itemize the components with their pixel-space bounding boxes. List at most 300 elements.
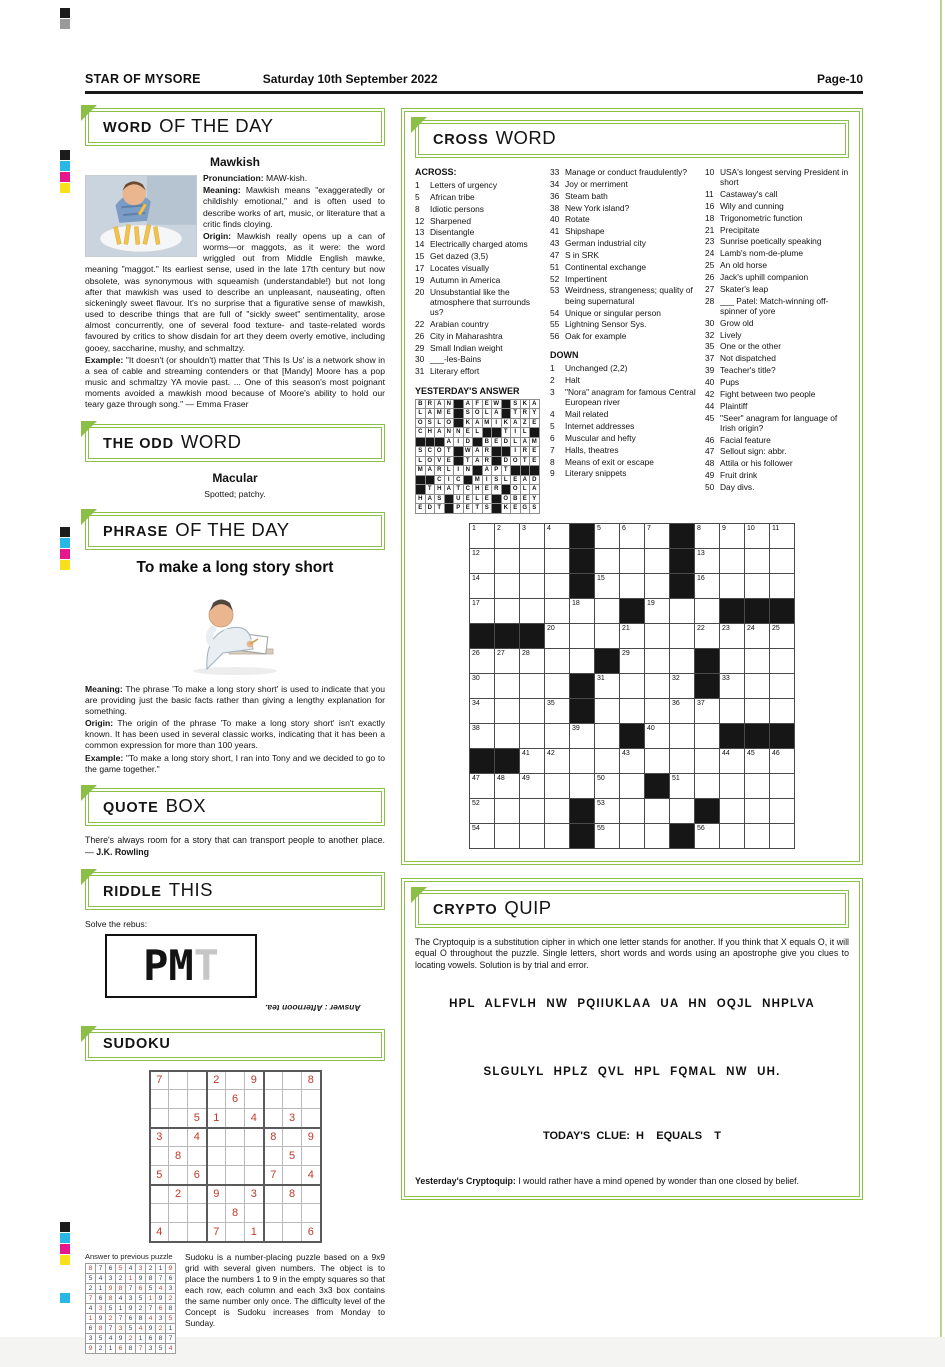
clue-text: New York island? bbox=[565, 202, 630, 213]
sudoku-answer-cell: 8 bbox=[86, 1263, 96, 1273]
reg-mark-black bbox=[60, 150, 70, 160]
answer-letter-cell: L bbox=[473, 494, 483, 504]
answer-letter-cell: E bbox=[444, 456, 454, 466]
clue-item bbox=[705, 272, 849, 282]
clue-item bbox=[705, 330, 849, 340]
crossword-cell bbox=[770, 523, 795, 548]
answer-letter-cell: D bbox=[530, 475, 540, 485]
crossword-cell bbox=[470, 648, 495, 673]
answer-letter-cell: A bbox=[435, 399, 445, 409]
clue-number: 40 bbox=[550, 214, 560, 225]
answer-letter-cell: R bbox=[482, 447, 492, 457]
answer-black-cell bbox=[454, 399, 464, 409]
crossword-cell bbox=[595, 798, 620, 823]
sudoku-cell bbox=[188, 1071, 207, 1090]
sudoku-answer-table bbox=[85, 1263, 176, 1354]
clue-item bbox=[705, 413, 849, 434]
crossword-cell bbox=[545, 773, 570, 798]
clue-text: Pups bbox=[720, 377, 740, 387]
crossword-cell bbox=[720, 773, 745, 798]
crossword-cell bbox=[670, 673, 695, 698]
crossword-cell bbox=[570, 723, 595, 748]
sudoku-puzzle-grid bbox=[85, 1070, 385, 1243]
crossword-cell bbox=[770, 623, 795, 648]
sudoku-answer-cell: 5 bbox=[136, 1293, 146, 1303]
answer-letter-cell: T bbox=[425, 485, 435, 495]
crossword-cell bbox=[595, 673, 620, 698]
clue-number: 5 bbox=[550, 421, 555, 432]
cell-number: 18 bbox=[572, 599, 580, 607]
sudoku-answer-cell: 1 bbox=[156, 1263, 166, 1273]
crossword-cell bbox=[470, 598, 495, 623]
crossword-cell bbox=[570, 773, 595, 798]
sudoku-answer-cell: 5 bbox=[106, 1303, 116, 1313]
clue-number: 42 bbox=[705, 388, 715, 399]
answer-letter-cell: A bbox=[520, 437, 530, 447]
answer-letter-cell: H bbox=[435, 485, 445, 495]
sudoku-cell: 7 bbox=[207, 1223, 226, 1242]
crossword-black-cell bbox=[570, 573, 595, 598]
crossword-cell bbox=[695, 598, 720, 623]
clue-number: 48 bbox=[705, 458, 715, 469]
sudoku-answer-cell: 7 bbox=[156, 1273, 166, 1283]
answer-letter-cell: O bbox=[416, 418, 426, 428]
yesterdays-cryptoquip-label: Yesterday's Cryptoquip: bbox=[415, 1176, 516, 1187]
clue-item bbox=[550, 285, 698, 306]
section-phrase-of-the-day bbox=[85, 512, 385, 775]
clue-number: 17 bbox=[415, 262, 425, 273]
clue-text: Steam bath bbox=[565, 190, 608, 201]
answer-letter-cell: E bbox=[463, 494, 473, 504]
clue-item bbox=[705, 248, 849, 258]
cell-number: 29 bbox=[622, 649, 630, 657]
crossword-cell bbox=[645, 698, 670, 723]
crossword-black-cell bbox=[720, 723, 745, 748]
crossword-cell bbox=[620, 648, 645, 673]
origin-text: The origin of the phrase 'To make a long story short' isn't exactly known. It has been used in several classic works, indicating that it has been a common expression for more than 100 years. bbox=[85, 718, 386, 751]
reg-mark-black bbox=[60, 527, 70, 537]
page-header bbox=[85, 72, 863, 94]
clue-text: City in Maharashtra bbox=[430, 330, 503, 341]
sudoku-answer-cell: 9 bbox=[86, 1343, 96, 1353]
section-title-bold: PHRASE bbox=[103, 523, 169, 540]
crossword-cell bbox=[545, 598, 570, 623]
sudoku-answer-cell: 3 bbox=[86, 1333, 96, 1343]
clue-item bbox=[550, 203, 698, 213]
crossword-black-cell bbox=[670, 548, 695, 573]
sudoku-answer-cell: 3 bbox=[156, 1313, 166, 1323]
sudoku-answer-cell: 3 bbox=[116, 1323, 126, 1333]
clue-number: 55 bbox=[550, 319, 560, 330]
sudoku-answer-cell: 4 bbox=[146, 1313, 156, 1323]
sudoku-answer-cell: 4 bbox=[106, 1333, 116, 1343]
sudoku-answer-cell: 5 bbox=[166, 1313, 176, 1323]
sudoku-answer-cell: 5 bbox=[156, 1343, 166, 1353]
answer-black-cell bbox=[492, 456, 502, 466]
clue-text: Sunrise poetically speaking bbox=[720, 236, 822, 247]
cell-number: 53 bbox=[597, 799, 605, 807]
sudoku-cell bbox=[169, 1204, 188, 1223]
answer-letter-cell: W bbox=[464, 448, 471, 455]
clue-text: Lively bbox=[720, 329, 742, 340]
answer-black-cell bbox=[520, 466, 530, 476]
page-number: Page-10 bbox=[816, 72, 863, 86]
answer-letter-cell: T bbox=[435, 504, 445, 514]
answer-letter-cell: Z bbox=[520, 418, 530, 428]
sudoku-answer-cell: 7 bbox=[146, 1303, 156, 1313]
crossword-black-cell bbox=[695, 648, 720, 673]
clue-item bbox=[415, 227, 543, 237]
answer-letter-cell: R bbox=[520, 447, 530, 457]
sudoku-cell bbox=[283, 1223, 302, 1242]
clue-number: 9 bbox=[550, 468, 555, 479]
answer-black-cell bbox=[473, 466, 483, 476]
crossword-clue-column-3 bbox=[705, 167, 849, 514]
answer-black-cell bbox=[530, 466, 540, 476]
sudoku-cell: 2 bbox=[207, 1071, 226, 1090]
crossword-cell bbox=[770, 648, 795, 673]
crossword-cell bbox=[620, 698, 645, 723]
crossword-cell bbox=[645, 723, 670, 748]
cell-number: 37 bbox=[697, 699, 705, 707]
clue-item bbox=[550, 409, 698, 419]
sudoku-answer-cell: 2 bbox=[136, 1303, 146, 1313]
crossword-cell bbox=[745, 773, 770, 798]
answer-letter-cell: O bbox=[511, 485, 521, 495]
crossword-cell bbox=[545, 523, 570, 548]
cell-number: 30 bbox=[472, 674, 480, 682]
clue-text: Fight between two people bbox=[720, 388, 816, 399]
answer-black-cell bbox=[416, 437, 426, 447]
crossword-cell bbox=[695, 773, 720, 798]
clue-text: Rotate bbox=[565, 214, 590, 225]
section-title-rest: OF THE DAY bbox=[175, 518, 290, 540]
answer-letter-cell: C bbox=[454, 475, 464, 485]
sudoku-cell bbox=[283, 1128, 302, 1147]
crossword-cell bbox=[595, 823, 620, 848]
sudoku-cell: 4 bbox=[188, 1128, 207, 1147]
crossword-cell bbox=[670, 623, 695, 648]
answer-letter-cell: E bbox=[492, 437, 502, 447]
crossword-cell bbox=[695, 723, 720, 748]
crossword-cell bbox=[745, 573, 770, 598]
sudoku-answer-cell: 7 bbox=[136, 1343, 146, 1353]
clue-number: 10 bbox=[705, 167, 715, 177]
section-word-of-the-day bbox=[85, 108, 385, 411]
sudoku-answer-cell: 4 bbox=[86, 1303, 96, 1313]
clue-item bbox=[550, 308, 698, 318]
answer-letter-cell: A bbox=[520, 475, 530, 485]
answer-black-cell bbox=[530, 428, 540, 438]
answer-letter-cell: E bbox=[530, 447, 540, 457]
clue-number: 36 bbox=[550, 190, 560, 201]
crossword-cell bbox=[570, 598, 595, 623]
sudoku-cell bbox=[283, 1166, 302, 1185]
reg-mark-black bbox=[60, 8, 70, 18]
answer-letter-cell: M bbox=[482, 418, 492, 428]
clue-item bbox=[705, 189, 849, 199]
crossword-cell bbox=[470, 823, 495, 848]
answer-letter-cell: S bbox=[530, 504, 540, 514]
crossword-cell bbox=[720, 523, 745, 548]
cell-number: 14 bbox=[472, 574, 480, 582]
sudoku-cell bbox=[207, 1166, 226, 1185]
answer-letter-cell: T bbox=[454, 485, 464, 495]
meaning-label: Meaning: bbox=[85, 683, 123, 694]
clue-text: Halt bbox=[565, 375, 580, 386]
sudoku-answer-cell: 5 bbox=[96, 1333, 106, 1343]
sudoku-answer-cell: 8 bbox=[156, 1333, 166, 1343]
reg-mark-cyan bbox=[60, 161, 70, 171]
crossword-cell bbox=[520, 748, 545, 773]
masthead-date: Saturday 10th September 2022 bbox=[262, 72, 438, 86]
answer-letter-cell: E bbox=[463, 504, 473, 514]
cell-number: 12 bbox=[472, 549, 480, 557]
crossword-cell bbox=[670, 773, 695, 798]
sudoku-answer-cell: 6 bbox=[116, 1343, 126, 1353]
answer-letter-cell: L bbox=[416, 456, 426, 466]
page-edge-line bbox=[940, 0, 942, 1337]
section-odd-word bbox=[85, 424, 385, 499]
clue-item bbox=[415, 263, 543, 273]
print-registration-marks bbox=[60, 1293, 70, 1304]
crossword-cell bbox=[720, 573, 745, 598]
reg-mark-magenta bbox=[60, 1244, 70, 1254]
clue-item bbox=[705, 365, 849, 375]
word-of-the-day-title-box bbox=[85, 108, 385, 146]
crossword-black-cell bbox=[670, 523, 695, 548]
crossword-cell bbox=[495, 548, 520, 573]
section-title-rest: WORD bbox=[495, 127, 557, 148]
cell-number: 49 bbox=[522, 774, 530, 782]
origin-label: Origin: bbox=[203, 230, 232, 241]
clue-item bbox=[550, 433, 698, 443]
clue-item bbox=[705, 482, 849, 492]
sudoku-cell bbox=[169, 1109, 188, 1128]
clue-text: African tribe bbox=[430, 191, 475, 202]
clue-item bbox=[415, 192, 543, 202]
crossword-cell bbox=[470, 523, 495, 548]
clue-item bbox=[550, 363, 698, 373]
crossword-cell bbox=[670, 798, 695, 823]
sudoku-answer-cell: 8 bbox=[126, 1343, 136, 1353]
clue-text: Means of exit or escape bbox=[565, 456, 654, 467]
sudoku-cell: 4 bbox=[245, 1109, 264, 1128]
sudoku-cell: 8 bbox=[302, 1071, 321, 1090]
crossword-cell bbox=[620, 823, 645, 848]
clue-number: 8 bbox=[550, 456, 555, 467]
section-sudoku bbox=[85, 1029, 385, 1354]
answer-letter-cell: S bbox=[482, 504, 492, 514]
answer-letter-cell: O bbox=[501, 494, 511, 504]
answer-letter-cell: O bbox=[444, 418, 454, 428]
clue-item bbox=[415, 343, 543, 353]
odd-word-word: Macular bbox=[212, 470, 258, 485]
clue-text: Skater's leap bbox=[720, 283, 769, 294]
clue-item bbox=[705, 435, 849, 445]
clue-text: Precipitate bbox=[720, 224, 760, 235]
cryptoquip-intro: The Cryptoquip is a substitution cipher in which one letter stands for another. If you think that X equals O, it will equal O throughout the puzzle. Single letters, short words and words using an apostrophe give you clues to locating vowels. Solution is by trial and error. bbox=[415, 936, 849, 971]
sudoku-table bbox=[149, 1070, 322, 1243]
answer-letter-cell: S bbox=[463, 409, 473, 419]
crossword-cell bbox=[720, 748, 745, 773]
sudoku-cell bbox=[264, 1147, 283, 1166]
answer-black-cell bbox=[492, 494, 502, 504]
clue-number: 28 bbox=[705, 295, 715, 306]
sudoku-answer-cell: 7 bbox=[96, 1263, 106, 1273]
answer-letter-cell: H bbox=[425, 428, 435, 438]
corner-flag-icon bbox=[81, 509, 97, 525]
meaning-text: The phrase 'To make a long story short' is used to indicate that you are providing just the basic facts rather than giving a lengthy explanation for something. bbox=[85, 683, 386, 716]
answer-black-cell bbox=[492, 504, 502, 514]
answer-letter-cell: A bbox=[435, 428, 445, 438]
cell-number: 51 bbox=[672, 774, 680, 782]
answer-letter-cell: W bbox=[493, 400, 500, 407]
clue-text: USA's longest serving President in short bbox=[720, 167, 849, 188]
clue-item bbox=[550, 468, 698, 478]
crossword-black-cell bbox=[645, 773, 670, 798]
sudoku-answer-cell: 1 bbox=[126, 1273, 136, 1283]
answer-black-cell bbox=[454, 447, 464, 457]
crossword-black-cell bbox=[745, 598, 770, 623]
clue-item bbox=[550, 238, 698, 248]
crossword-black-cell bbox=[570, 523, 595, 548]
cryptoquip-line-2: SLGULYL HPLZ QVL HPL FQMAL NW UH. bbox=[483, 1066, 781, 1079]
clue-text: Electrically charged atoms bbox=[430, 239, 528, 250]
answer-letter-cell: G bbox=[520, 504, 530, 514]
clue-item bbox=[705, 225, 849, 235]
crossword-cell bbox=[595, 598, 620, 623]
answer-letter-cell: A bbox=[492, 409, 502, 419]
sudoku-cell: 5 bbox=[188, 1109, 207, 1128]
sudoku-answer-cell: 7 bbox=[126, 1283, 136, 1293]
sudoku-answer-grid bbox=[85, 1263, 176, 1354]
section-title-bold: WORD bbox=[103, 120, 153, 136]
sudoku-cell bbox=[150, 1185, 169, 1204]
clue-text: Unsubstantial like the atmosphere that surrounds us? bbox=[430, 286, 531, 318]
clue-text: Arabian country bbox=[430, 318, 489, 329]
answer-letter-cell: E bbox=[482, 485, 492, 495]
sudoku-answer-cell: 5 bbox=[146, 1283, 156, 1293]
yesterdays-cryptoquip-answer: I would rather have a mind opened by wonder than one closed by belief. bbox=[518, 1176, 800, 1187]
crossword-cell bbox=[545, 673, 570, 698]
crossword-cell bbox=[520, 598, 545, 623]
cell-number: 40 bbox=[647, 724, 655, 732]
sudoku-answer-cell: 8 bbox=[106, 1293, 116, 1303]
cell-number: 3 bbox=[522, 524, 526, 532]
crossword-cell bbox=[720, 698, 745, 723]
cell-number: 20 bbox=[547, 624, 555, 632]
crossword-black-cell bbox=[770, 723, 795, 748]
sudoku-cell bbox=[302, 1147, 321, 1166]
answer-letter-cell: B bbox=[416, 399, 426, 409]
cell-number: 1 bbox=[472, 524, 476, 532]
crossword-cell bbox=[645, 823, 670, 848]
crossword-cell bbox=[620, 798, 645, 823]
answer-black-cell bbox=[501, 447, 511, 457]
cell-number: 24 bbox=[747, 624, 755, 632]
crossword-cell bbox=[520, 648, 545, 673]
crossword-cell bbox=[720, 673, 745, 698]
cell-number: 25 bbox=[772, 624, 780, 632]
clue-text: Lamb's nom-de-plume bbox=[720, 248, 804, 259]
origin-text: Mawkish really opens up a can of worms—or maggots, as it were: the word wriggled out from Middle English mawke, meaning "maggot." Its earliest sense, used in the late 17th century but now obsolete, was synonymous with squeamish (understandable!) but not long after that mawkish was used to describe an unpleasant, nauseating, often sickeningly sweet flavour. It's no surprise that a figurative sense of mawkish, used to describe things that are full of "sickly sweet" sentimentality, arose almost concurrently, one of several food texture- and taste-related words favoured by critics to show disdain for art they deem overly emotive, including gooey, saccharine, mushy, and schmaltzy. bbox=[85, 230, 385, 353]
clue-text: Get dazed (3,5) bbox=[430, 251, 489, 262]
crossword-cell bbox=[520, 523, 545, 548]
crossword-cell bbox=[545, 573, 570, 598]
sudoku-cell bbox=[264, 1071, 283, 1090]
crossword-cell bbox=[720, 823, 745, 848]
answer-letter-cell: R bbox=[492, 485, 502, 495]
corner-flag-icon bbox=[81, 869, 97, 885]
reg-mark-gray bbox=[60, 19, 70, 29]
cell-number: 42 bbox=[547, 749, 555, 757]
sudoku-answer-cell: 8 bbox=[166, 1303, 176, 1313]
crossword-cell bbox=[770, 548, 795, 573]
cell-number: 8 bbox=[697, 524, 701, 532]
clue-text: Jack's uphill companion bbox=[720, 272, 809, 282]
sudoku-previous-answer-block bbox=[85, 1252, 176, 1354]
sudoku-answer-cell: 6 bbox=[166, 1273, 176, 1283]
crossword-black-cell bbox=[520, 623, 545, 648]
clue-number: 30 bbox=[415, 354, 425, 365]
crossword-black-cell bbox=[470, 748, 495, 773]
cell-number: 36 bbox=[672, 699, 680, 707]
sudoku-answer-cell: 7 bbox=[116, 1313, 126, 1323]
sudoku-cell: 4 bbox=[302, 1166, 321, 1185]
cell-number: 5 bbox=[597, 524, 601, 532]
sudoku-answer-cell: 3 bbox=[96, 1303, 106, 1313]
crossword-cell bbox=[570, 623, 595, 648]
reg-mark-magenta bbox=[60, 172, 70, 182]
reg-mark-black bbox=[60, 1222, 70, 1232]
clue-item bbox=[705, 296, 849, 317]
clue-number: 29 bbox=[415, 342, 425, 353]
sudoku-cell bbox=[283, 1071, 302, 1090]
sudoku-answer-cell: 8 bbox=[146, 1273, 156, 1283]
clue-number: 21 bbox=[705, 224, 715, 235]
crossword-cell bbox=[645, 573, 670, 598]
crossword-black-cell bbox=[570, 798, 595, 823]
sudoku-cell: 8 bbox=[264, 1128, 283, 1147]
crossword-cell bbox=[620, 748, 645, 773]
clue-item bbox=[550, 262, 698, 272]
cell-number: 35 bbox=[547, 699, 555, 707]
sudoku-answer-cell: 6 bbox=[106, 1263, 116, 1273]
cell-number: 11 bbox=[772, 524, 780, 532]
clue-number: 1 bbox=[550, 363, 555, 374]
origin-label: Origin: bbox=[85, 718, 114, 729]
clue-number: 51 bbox=[550, 261, 560, 272]
crossword-cell bbox=[495, 523, 520, 548]
clue-item bbox=[415, 331, 543, 341]
clue-item bbox=[415, 275, 543, 285]
clue-number: 33 bbox=[550, 167, 560, 177]
clue-number: 53 bbox=[550, 285, 560, 296]
rebus-letters-black: PM bbox=[143, 940, 194, 990]
crossword-cell bbox=[470, 773, 495, 798]
sudoku-cell bbox=[283, 1204, 302, 1223]
clue-text: Grow old bbox=[720, 317, 754, 328]
answer-letter-cell: E bbox=[530, 418, 540, 428]
crossword-cell bbox=[545, 823, 570, 848]
crossword-cell bbox=[770, 698, 795, 723]
answer-letter-cell: L bbox=[473, 428, 483, 438]
answer-letter-cell: N bbox=[444, 428, 454, 438]
sudoku-answer-cell: 2 bbox=[106, 1313, 116, 1323]
sudoku-cell bbox=[226, 1223, 245, 1242]
answer-letter-cell: S bbox=[511, 399, 521, 409]
